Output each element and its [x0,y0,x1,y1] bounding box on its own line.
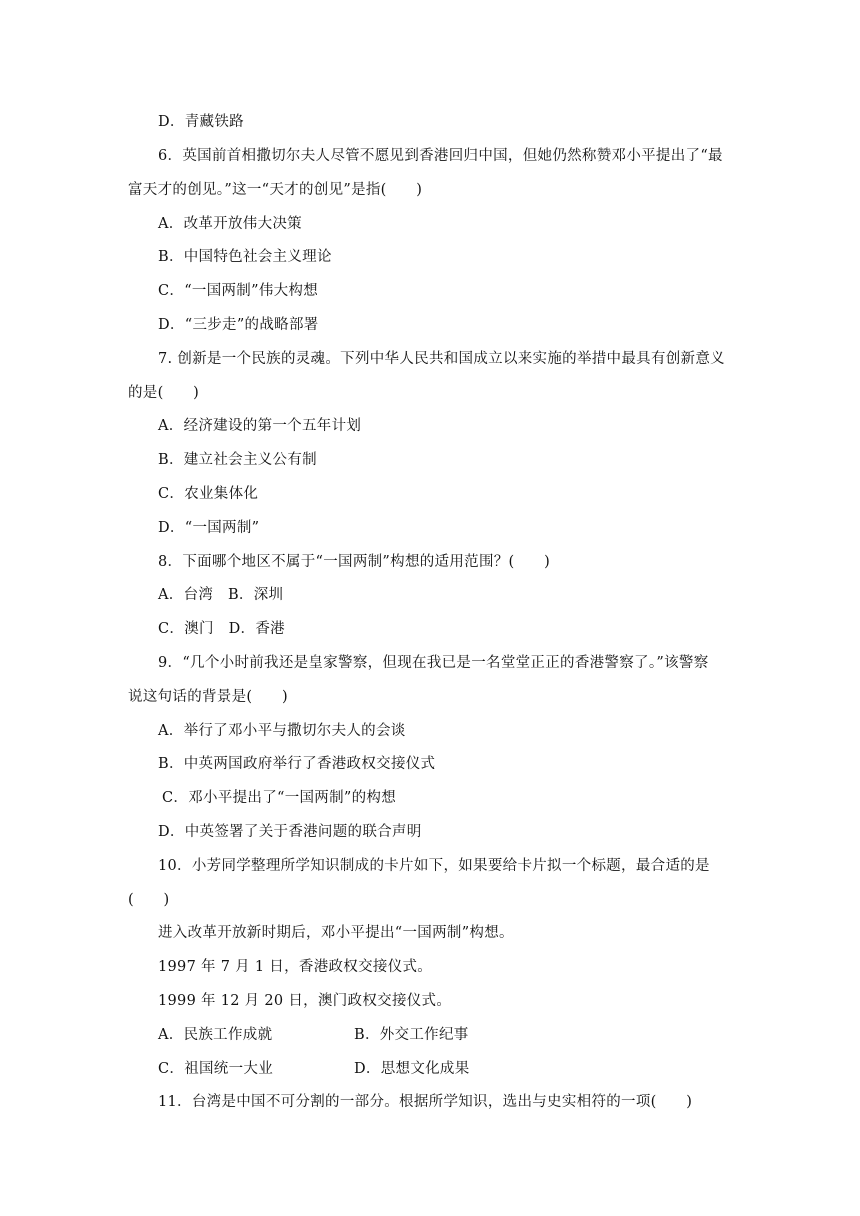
q6-option-d: D．“三步走”的战略部署 [158,317,319,333]
q9-option-b: B．中英两国政府举行了香港政权交接仪式 [158,756,436,772]
q8-options-ab: A．台湾 B．深圳 [158,587,284,603]
q7-option-b: B．建立社会主义公有制 [158,452,317,468]
q10-stem-line1: 10．小芳同学整理所学知识制成的卡片如下，如果要给卡片拟一个标题，最合适的是 [158,858,710,874]
q9-stem-line2: 说这句话的背景是( ) [128,689,288,705]
q6-option-a: A．改革开放伟大决策 [158,216,302,232]
q9-option-a: A．举行了邓小平与撒切尔夫人的会谈 [158,723,406,739]
q10-option-a: A．民族工作成就 [158,1027,273,1043]
q10-option-d: D．思想文化成果 [354,1061,470,1077]
q10-card-line1: 进入改革开放新时期后，邓小平提出“一国两制”构想。 [158,925,514,941]
q7-option-c: C．农业集体化 [158,486,259,502]
q8-stem: 8．下面哪个地区不属于“一国两制”构想的适用范围？( ) [158,554,551,570]
q9-stem-line1: 9．“几个小时前我还是皇家警察，但现在我已是一名堂堂正正的香港警察了。”该警察 [158,655,709,671]
q6-option-c: C．“一国两制”伟大构想 [158,283,319,299]
q5-option-d: D．青藏铁路 [158,114,244,130]
q7-stem-line2: 的是( ) [128,385,200,401]
q7-option-a: A．经济建设的第一个五年计划 [158,418,362,434]
q6-stem-line2: 富天才的创见。”这一“天才的创见”是指( ) [128,182,423,198]
q8-options-cd: C．澳门 D．香港 [158,621,285,637]
q9-option-d: D．中英签署了关于香港问题的联合声明 [158,824,422,840]
q10-card-line2: 1997 年 7 月 1 日，香港政权交接仪式。 [158,959,433,975]
q7-stem-line1: 7. 创新是一个民族的灵魂。下列中华人民共和国成立以来实施的举措中最具有创新意义 [158,351,725,367]
q6-option-b: B．中国特色社会主义理论 [158,249,332,265]
q9-option-c: C．邓小平提出了“一国两制”的构想 [162,790,397,806]
q10-card-line3: 1999 年 12 月 20 日，澳门政权交接仪式。 [158,993,452,1009]
q11-stem: 11．台湾是中国不可分割的一部分。根据所学知识，选出与史实相符的一项( ) [158,1094,693,1110]
q10-option-b: B．外交工作纪事 [354,1027,469,1043]
q7-option-d: D．“一国两制” [158,520,260,536]
q10-option-c: C．祖国统一大业 [158,1061,273,1077]
q10-stem-line2: ( ) [128,892,170,908]
q6-stem-line1: 6．英国前首相撒切尔夫人尽管不愿见到香港回归中国，但她仍然称赞邓小平提出了“最 [158,148,723,164]
